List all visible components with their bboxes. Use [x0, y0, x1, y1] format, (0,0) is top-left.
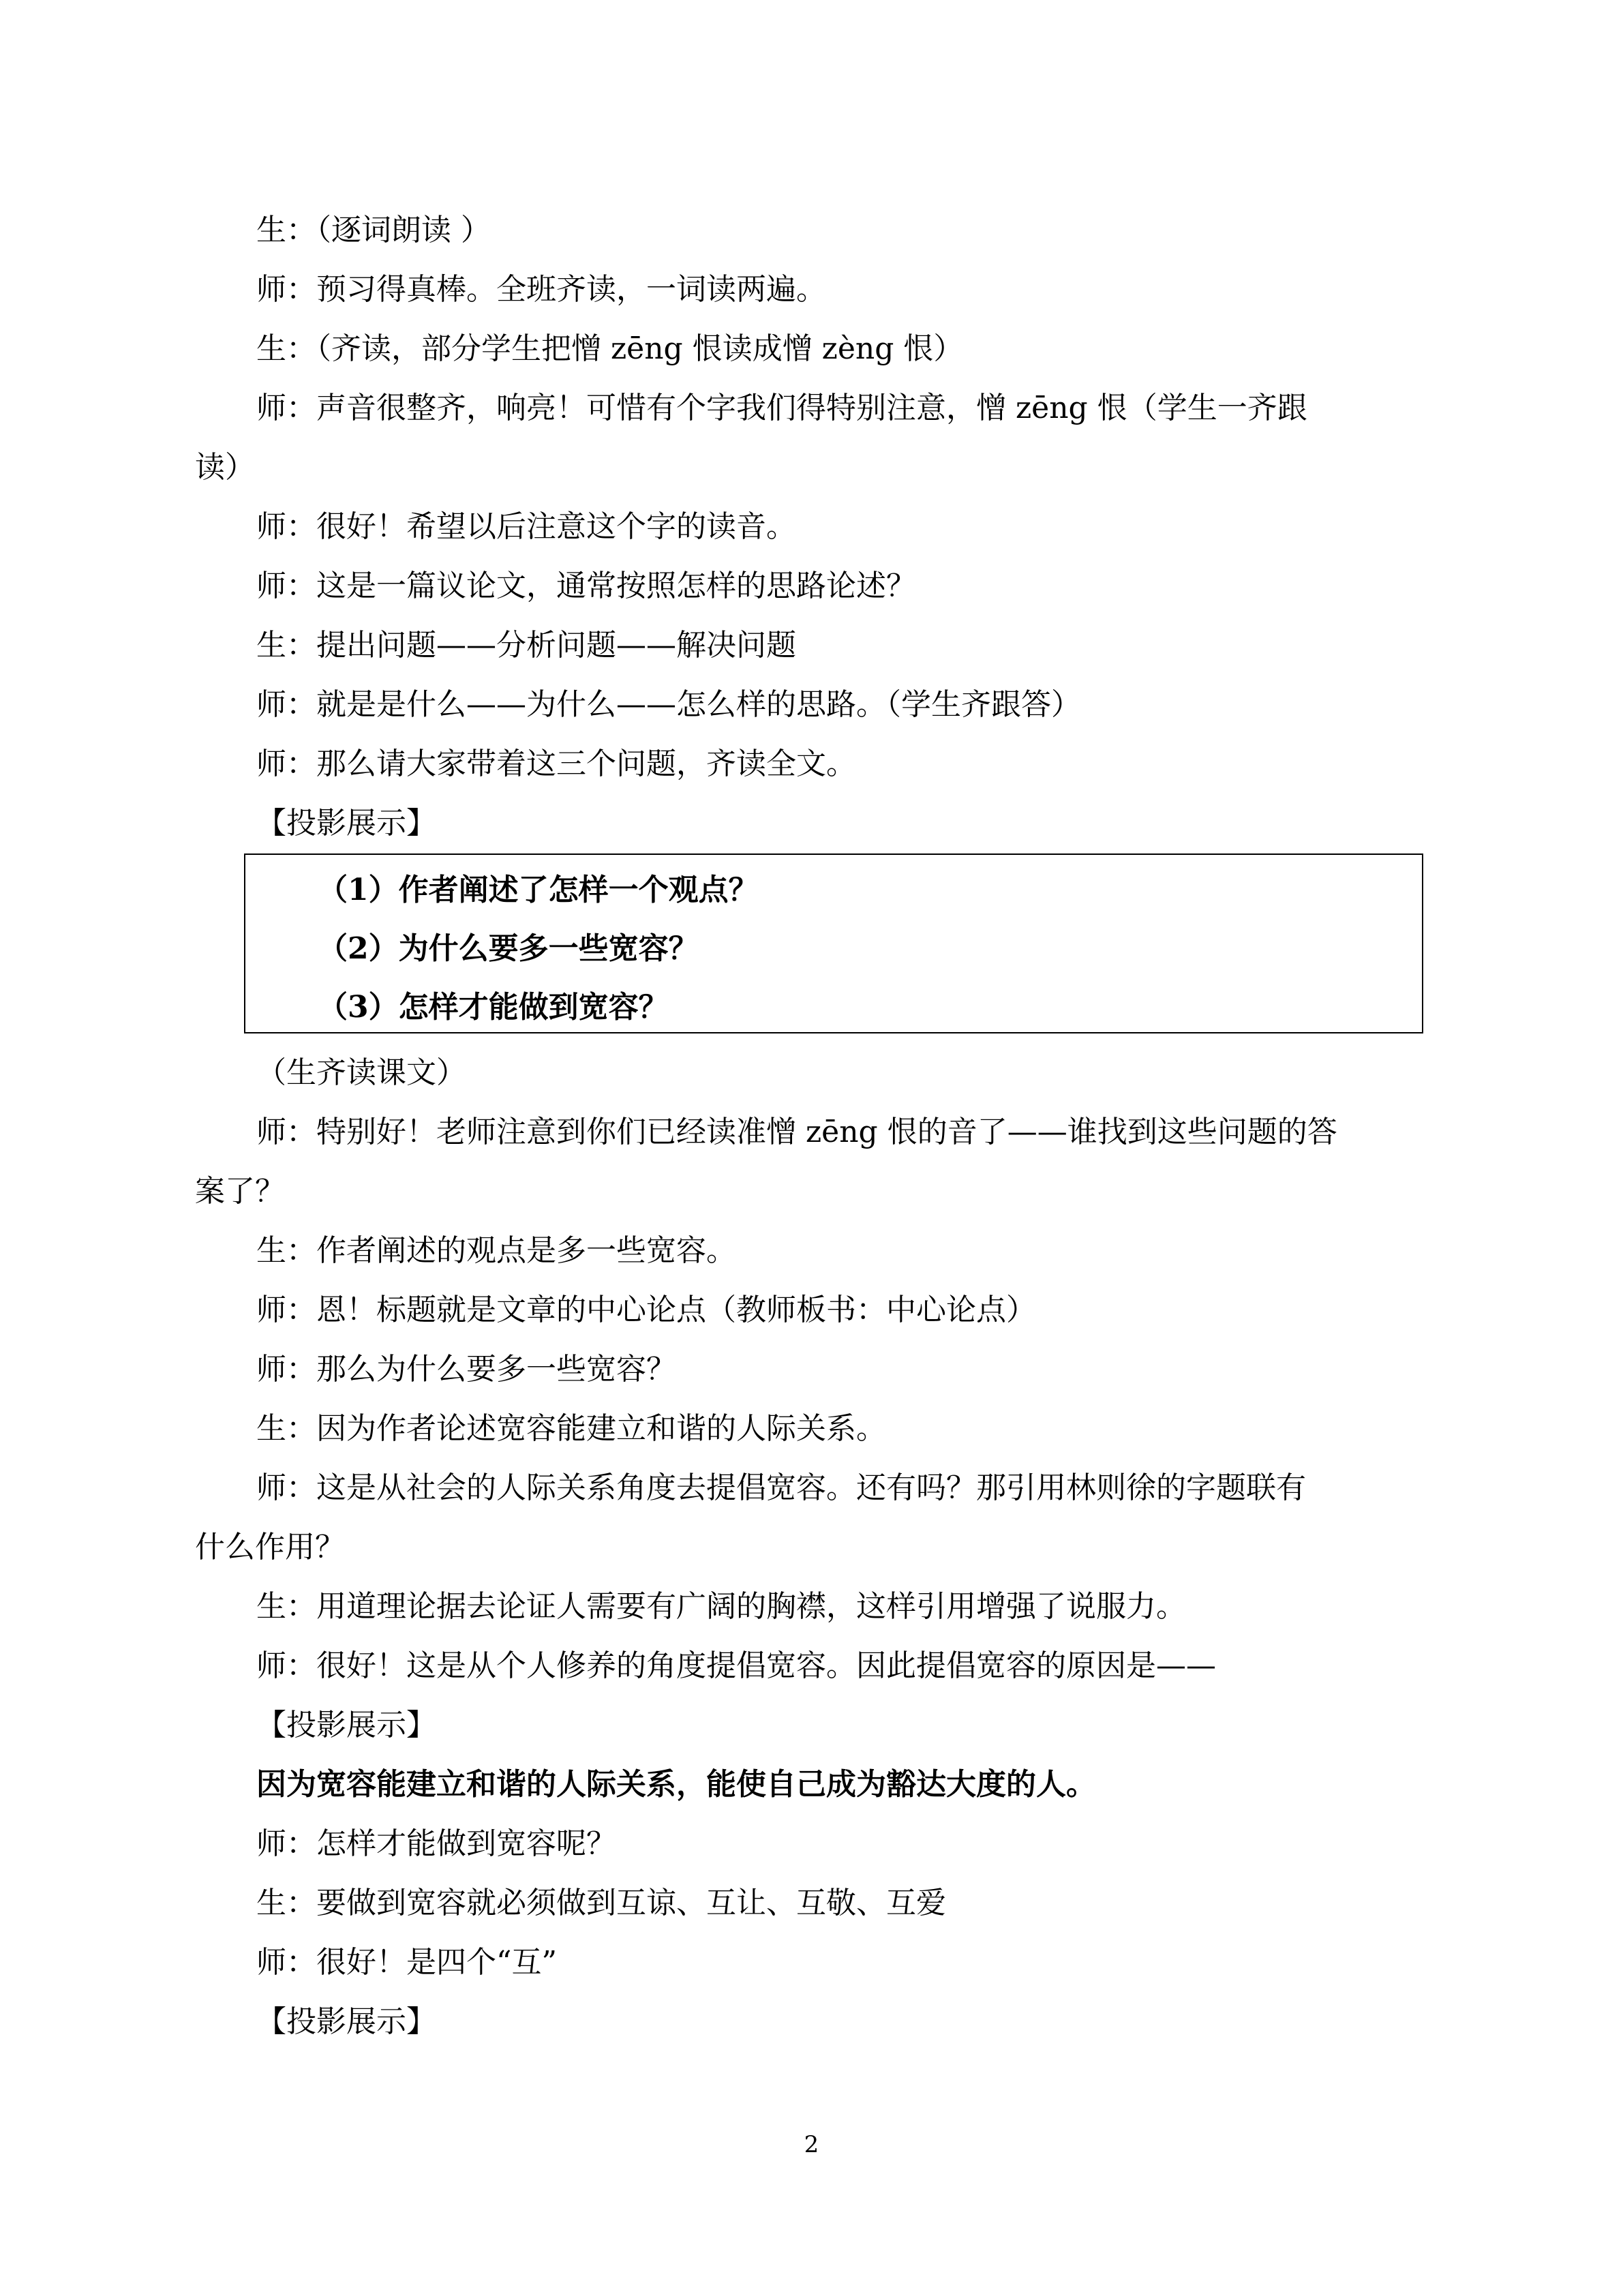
- dialogue-line: 师：那么请大家带着这三个问题，齐读全文。: [256, 746, 856, 781]
- dialogue-line: 师：恩！标题就是文章的中心论点（教师板书：中心论点）: [256, 1293, 1036, 1327]
- dialogue-line: 师：就是是什么——为什么——怎么样的思路。（学生齐跟答）: [256, 687, 1081, 722]
- dialogue-line-continuation: 读）: [195, 450, 255, 485]
- projection-question: （1）作者阐述了怎样一个观点？: [318, 873, 759, 907]
- projection-heading: 【投影展示】: [256, 2004, 436, 2039]
- dialogue-line: 师：很好！希望以后注意这个字的读音。: [256, 509, 796, 544]
- page-number: 2: [804, 2131, 819, 2158]
- dialogue-line: 生：提出问题——分析问题——解决问题: [256, 628, 796, 663]
- dialogue-line: 师：那么为什么要多一些宽容？: [256, 1352, 676, 1387]
- dialogue-line: 生：（齐读，部分学生把憎 zēng 恨读成憎 zèng 恨）: [256, 331, 964, 366]
- dialogue-line: 师：特别好！老师注意到你们已经读准憎 zēng 恨的音了——谁找到这些问题的答: [256, 1115, 1337, 1149]
- projection-heading: 【投影展示】: [256, 1708, 436, 1742]
- dialogue-line: 师：很好！这是从个人修养的角度提倡宽容。因此提倡宽容的原因是——: [256, 1648, 1216, 1683]
- stage-direction: （生齐读课文）: [256, 1055, 466, 1090]
- projection-question: （3）怎样才能做到宽容？: [318, 990, 669, 1025]
- dialogue-line: 师：声音很整齐，响亮！可惜有个字我们得特别注意，憎 zēng 恨（学生一齐跟: [256, 391, 1307, 425]
- dialogue-line: 生：作者阐述的观点是多一些宽容。: [256, 1233, 736, 1268]
- projection-statement: 因为宽容能建立和谐的人际关系，能使自己成为豁达大度的人。: [256, 1767, 1096, 1802]
- dialogue-line: 生：（逐词朗读 ）: [256, 213, 491, 247]
- dialogue-line: 师：很好！是四个“互”: [256, 1945, 557, 1980]
- dialogue-line: 生：要做到宽容就必须做到互谅、互让、互敬、互爱: [256, 1886, 946, 1920]
- projection-question: （2）为什么要多一些宽容？: [318, 931, 699, 966]
- dialogue-line-continuation: 什么作用？: [195, 1530, 345, 1565]
- dialogue-line: 师：预习得真棒。全班齐读，一词读两遍。: [256, 272, 826, 307]
- dialogue-line: 生：因为作者论述宽容能建立和谐的人际关系。: [256, 1411, 886, 1446]
- dialogue-line-continuation: 案了？: [195, 1174, 285, 1209]
- dialogue-line: 师：怎样才能做到宽容呢？: [256, 1826, 616, 1861]
- dialogue-line: 生：用道理论据去论证人需要有广阔的胸襟，这样引用增强了说服力。: [256, 1589, 1186, 1624]
- dialogue-line: 师：这是一篇议论文，通常按照怎样的思路论述？: [256, 569, 916, 603]
- dialogue-line: 师：这是从社会的人际关系角度去提倡宽容。还有吗？那引用林则徐的字题联有: [256, 1470, 1306, 1505]
- projection-heading: 【投影展示】: [256, 806, 436, 841]
